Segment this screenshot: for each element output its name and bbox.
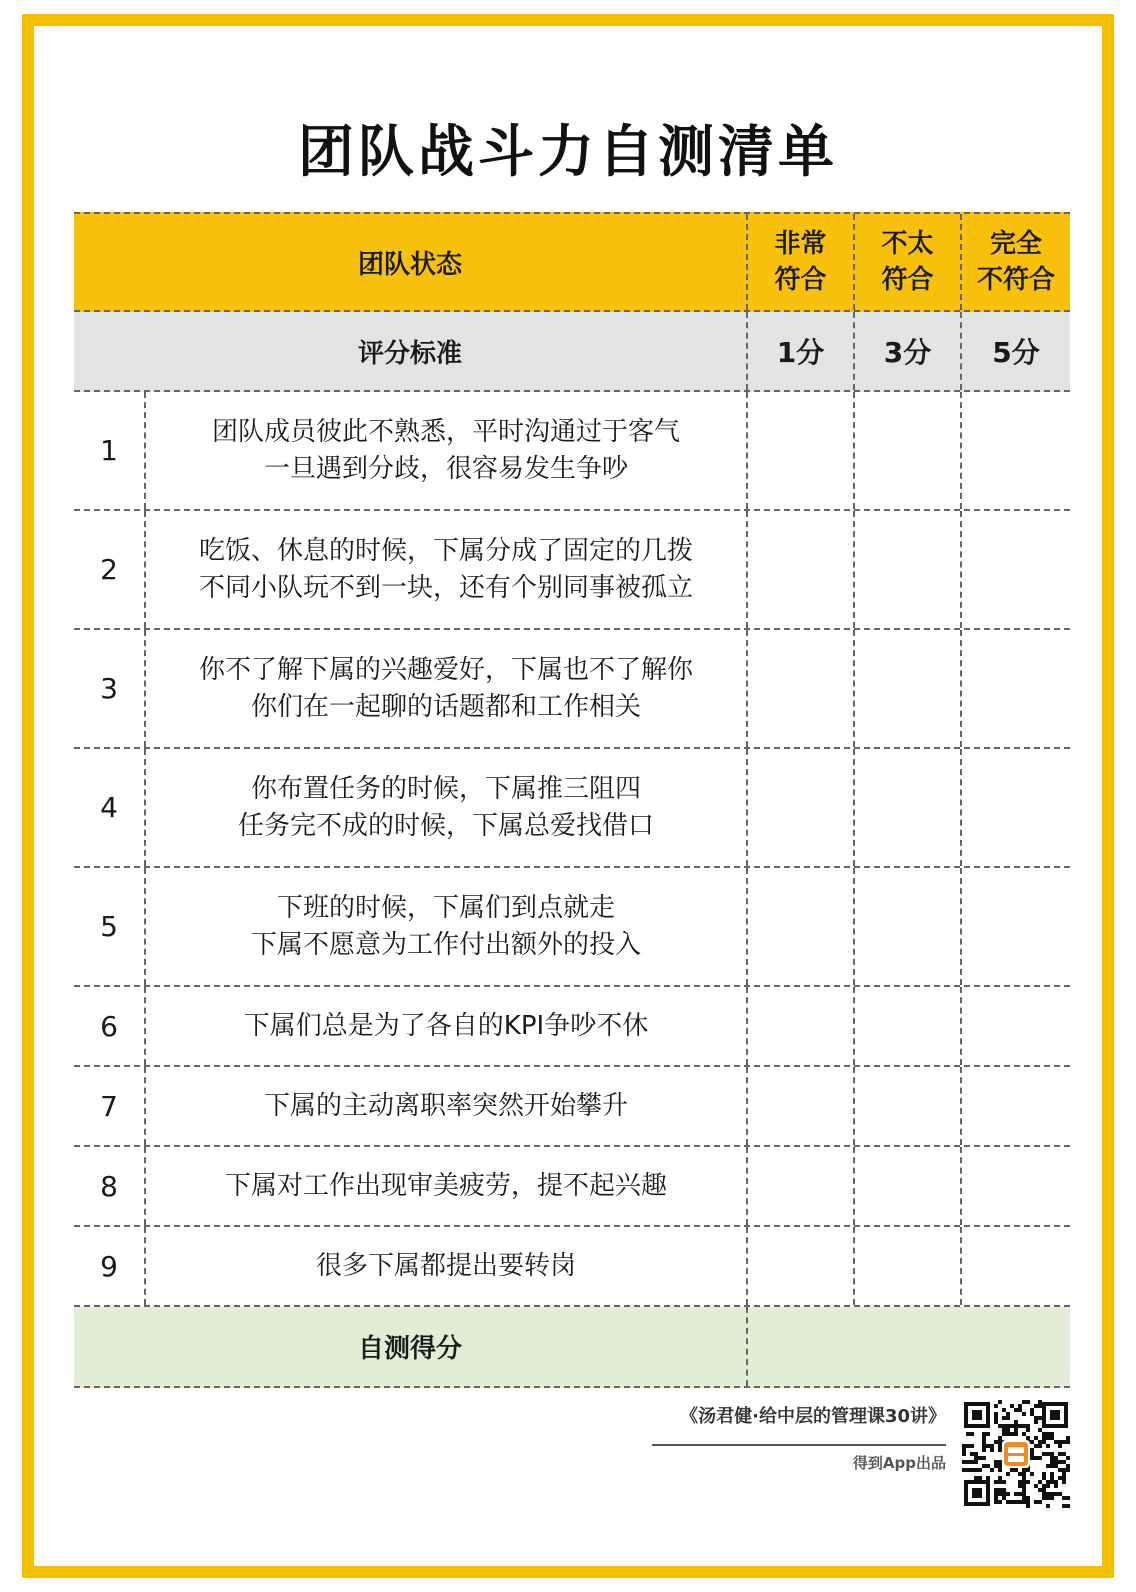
table-row	[74, 1227, 1070, 1307]
header-not-match-line2: 不符合	[976, 265, 1055, 295]
score-cell[interactable]	[960, 1227, 1070, 1305]
score-cell[interactable]	[746, 1227, 853, 1305]
header-not-match-line1: 完全	[989, 229, 1042, 259]
score-cell[interactable]	[960, 1147, 1070, 1225]
item-number: 7	[100, 1089, 118, 1123]
item-number: 5	[100, 910, 118, 943]
score-cell[interactable]	[853, 630, 960, 747]
table-row	[74, 868, 1070, 987]
item-text	[144, 511, 746, 628]
table-row	[74, 392, 1070, 511]
footer-divider	[652, 1444, 946, 1446]
item-text-line: 下属们总是为了各自的KPI争吵不休	[243, 1010, 649, 1041]
table-row	[74, 1067, 1070, 1147]
criteria-row	[74, 312, 1070, 392]
score-cell[interactable]	[853, 1067, 960, 1145]
item-text-line: 你布置任务的时候，下属推三阻四	[250, 773, 641, 804]
score-cell[interactable]	[746, 630, 853, 747]
score-cell[interactable]	[960, 987, 1070, 1065]
item-text	[144, 1067, 746, 1145]
page-title: 团队战斗力自测清单	[298, 120, 838, 185]
header-not-quite-line1: 不太	[881, 229, 934, 259]
score-cell[interactable]	[960, 511, 1070, 628]
item-text-line: 一旦遇到分歧，很容易发生争吵	[263, 453, 628, 484]
header-very-match-line2: 符合	[774, 265, 827, 295]
score-cell[interactable]	[960, 1067, 1070, 1145]
item-number: 8	[100, 1169, 118, 1203]
header-not-match	[960, 214, 1070, 310]
item-text-line: 下属不愿意为工作付出额外的投入	[250, 929, 641, 960]
item-text	[144, 392, 746, 509]
item-text-line: 下属的主动离职率突然开始攀升	[263, 1090, 628, 1121]
item-text	[144, 1147, 746, 1225]
self-test-table	[74, 212, 1070, 1388]
criteria-score-5: 5分	[960, 312, 1070, 390]
table-row	[74, 511, 1070, 630]
qr-code-icon	[962, 1400, 1070, 1508]
total-label: 自测得分	[357, 1334, 462, 1364]
item-text-line: 你不了解下属的兴趣爱好，下属也不了解你	[198, 654, 693, 685]
score-cell[interactable]	[746, 511, 853, 628]
score-cell[interactable]	[746, 868, 853, 985]
item-text-line: 团队成员彼此不熟悉，平时沟通过于客气	[211, 416, 680, 447]
score-cell[interactable]	[960, 630, 1070, 747]
criteria-score-3: 3分	[853, 312, 960, 390]
score-cell[interactable]	[853, 1147, 960, 1225]
table-row	[74, 749, 1070, 868]
total-score-cell[interactable]	[746, 1307, 1070, 1386]
score-cell[interactable]	[960, 749, 1070, 866]
item-number: 2	[100, 553, 118, 586]
item-number: 3	[100, 672, 118, 705]
item-text	[144, 987, 746, 1065]
score-cell[interactable]	[853, 868, 960, 985]
item-number: 4	[100, 791, 118, 824]
score-cell[interactable]	[853, 511, 960, 628]
book-title: 《汤君健·给中层的管理课30讲》	[680, 1406, 946, 1427]
criteria-score-1: 1分	[746, 312, 853, 390]
item-text-line: 下属对工作出现审美疲劳，提不起兴趣	[224, 1170, 667, 1201]
table-header-row	[74, 212, 1070, 312]
score-cell[interactable]	[960, 868, 1070, 985]
table-row	[74, 630, 1070, 749]
score-cell[interactable]	[746, 392, 853, 509]
item-text-line: 下班的时候，下属们到点就走	[276, 892, 615, 923]
score-cell[interactable]	[746, 1067, 853, 1145]
header-not-quite-match	[853, 214, 960, 310]
score-cell[interactable]	[746, 749, 853, 866]
header-not-quite-line2: 符合	[881, 265, 934, 295]
item-text-line: 任务完不成的时候，下属总爱找借口	[237, 810, 654, 841]
item-number: 9	[100, 1249, 118, 1283]
item-text	[144, 868, 746, 985]
score-cell[interactable]	[853, 749, 960, 866]
score-cell[interactable]	[746, 1147, 853, 1225]
criteria-label: 评分标准	[357, 338, 462, 369]
item-number: 6	[100, 1009, 118, 1043]
header-very-match	[746, 214, 853, 310]
item-text-line: 你们在一起聊的话题都和工作相关	[250, 691, 641, 722]
score-cell[interactable]	[746, 987, 853, 1065]
publisher-label: 得到App出品	[852, 1454, 946, 1472]
item-number: 1	[100, 434, 118, 467]
table-row	[74, 1147, 1070, 1227]
page-frame	[22, 14, 1114, 1578]
score-cell[interactable]	[853, 1227, 960, 1305]
item-text	[144, 1227, 746, 1305]
header-very-match-line1: 非常	[774, 229, 827, 259]
header-state: 团队状态	[357, 249, 462, 280]
item-text-line: 不同小队玩不到一块，还有个别同事被孤立	[198, 572, 693, 603]
item-text	[144, 630, 746, 747]
score-cell[interactable]	[853, 392, 960, 509]
table-row	[74, 987, 1070, 1067]
item-text-line: 很多下属都提出要转岗	[315, 1250, 576, 1281]
item-text	[144, 749, 746, 866]
score-cell[interactable]	[960, 392, 1070, 509]
total-row	[74, 1307, 1070, 1388]
score-cell[interactable]	[853, 987, 960, 1065]
item-text-line: 吃饭、休息的时候，下属分成了固定的几拨	[198, 535, 693, 566]
